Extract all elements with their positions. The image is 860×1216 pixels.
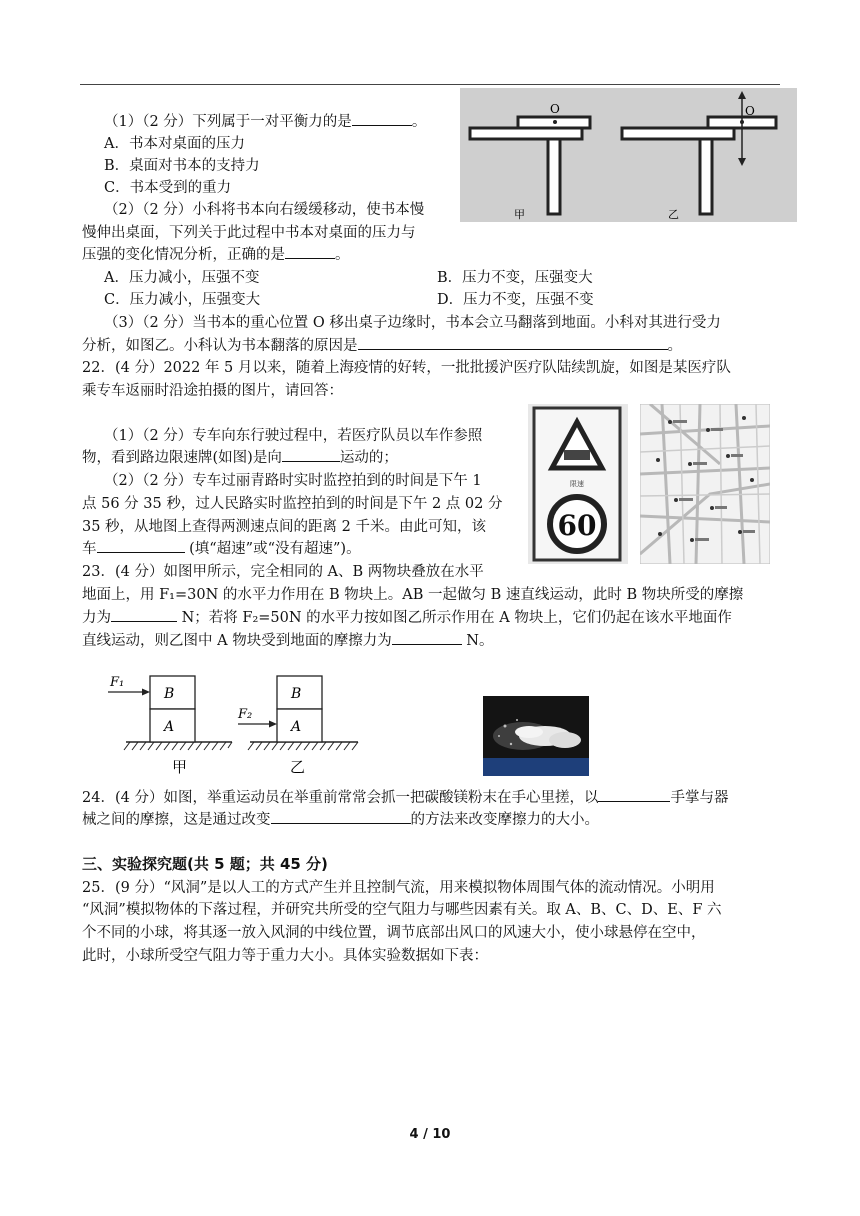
q21-p2-line1: （2）（2 分）小科将书本向右缓缓移动，使书本慢 [104, 202, 425, 218]
page-number: 4 / 10 [409, 1127, 451, 1142]
q22-p2-line4: 车 (填“超速”或“没有超速”)。 [82, 538, 361, 560]
label-f2: F₂ [238, 707, 253, 722]
q25-line1: 25．(9 分）“风洞”是以人工的方式产生并且控制气流，用来模拟物体周围气体的流动情况。小明用 [82, 880, 715, 896]
q23-line3: 力为 N；若将 F₂=50N 的水平力按如图乙所示作用在 A 物块上，它们仍起在该水平地面作 [82, 607, 732, 629]
table-leg-yi [700, 139, 712, 214]
label-o-jia: O [550, 102, 560, 116]
q21-p1-option-a: A．书本对桌面的压力 [104, 136, 245, 152]
label-b-yi: B [291, 686, 302, 702]
q24-line1: 24．(4 分）如图，举重运动员在举重前常常会抓一把碳酸镁粉末在手心里搓，以 手掌与器 [82, 787, 728, 809]
q24-blank-2 [271, 809, 411, 824]
table-leg-jia [548, 139, 560, 214]
section-3-title: 三、实验探究题(共 5 题；共 45 分) [82, 855, 328, 873]
label-f1: F₁ [110, 675, 125, 690]
q23-blank-1 [111, 607, 177, 622]
q22-p2-blank [97, 538, 185, 553]
q21-p3-line1: （3）（2 分）当书本的重心位置 O 移出桌子边缘时，书本会立马翻落到地面。小科对其进行受力 [104, 315, 721, 331]
q22-p1-line1: （1）（2 分）专车向东行驶过程中，若医疗队员以车作参照 [104, 428, 483, 444]
q23-line1: 23．(4 分）如图甲所示，完全相同的 A、B 两物块叠放在水平 [82, 564, 484, 580]
label-yi: 乙 [668, 208, 679, 221]
blocks-figure [100, 668, 370, 780]
label-jia-blocks: 甲 [172, 758, 188, 776]
q22-p2-line1: （2）（2 分）专车过丽青路时实时监控拍到的时间是下午 1 [104, 473, 482, 489]
label-b-jia: B [164, 686, 175, 702]
book-table-figure [460, 88, 797, 222]
label-o-yi: O [745, 104, 755, 118]
q21-p2-blank [285, 244, 335, 259]
q21-p2-option-d: D．压力不变，压强不变 [437, 292, 594, 308]
q21-p3-blank [358, 335, 668, 350]
q21-p1: （1）（2 分）下列属于一对平衡力的是 。 [104, 111, 426, 133]
q22-p1-blank [282, 447, 340, 462]
label-a-yi: A [291, 719, 302, 735]
table-top-jia [470, 128, 582, 139]
q24-line2: 械之间的摩擦，这是通过改变 的方法来改变摩擦力的大小。 [82, 809, 599, 831]
label-a-jia: A [164, 719, 175, 735]
speed-limit-sign-photo [528, 404, 628, 564]
q25-line2: “风洞”模拟物体的下落过程，并研究共所受的空气阻力与哪些因素有关。取 A、B、C、D、E、F 六 [82, 902, 722, 918]
chalk-hands-photo [483, 696, 589, 776]
sign-speed: 60 [557, 509, 597, 542]
q21-p2-option-c: C．压力减小，压强变大 [104, 292, 261, 308]
q21-p2-option-a: A．压力减小，压强不变 [104, 270, 260, 286]
q21-p1-option-b: B．桌面对书本的支持力 [104, 158, 260, 174]
label-jia: 甲 [514, 208, 525, 221]
label-yi-blocks: 乙 [290, 758, 306, 776]
q22-line2: 乘专车返丽时沿途拍摄的图片，请回答： [82, 383, 343, 399]
q22-p2-line2: 点 56 分 35 秒，过人民路实时监控拍到的时间是下午 2 点 02 分 [82, 496, 503, 512]
sign-text: 限速 [570, 480, 584, 488]
q25-line3: 个不同的小球，将其逐一放入风洞的中线位置，调节底部出风口的风速大小，使小球悬停在空中， [82, 925, 706, 941]
q23-blank-2 [392, 630, 462, 645]
q22-p2-line3: 35 秒，从地图上查得两测速点间的距离 2 千米。由此可知，该 [82, 519, 487, 535]
route-map-image [640, 404, 770, 564]
q21-p2-option-b: B．压力不变，压强变大 [437, 270, 593, 286]
q21-p2-line2: 慢伸出桌面，下列关于此过程中书本对桌面的压力与 [82, 225, 416, 241]
q24-blank-1 [598, 787, 670, 802]
q21-p1-blank [352, 111, 412, 126]
q25-line4: 此时，小球所受空气阻力等于重力大小。具体实验数据如下表： [82, 948, 488, 964]
q22-line1: 22．(4 分）2022 年 5 月以来，随着上海疫情的好转，一批批援沪医疗队陆续凯旋，如图是某医疗队 [82, 360, 731, 376]
q21-p2-line3: 压强的变化情况分析，正确的是 。 [82, 244, 350, 266]
q23-line4: 直线运动，则乙图中 A 物块受到地面的摩擦力为 N。 [82, 630, 494, 652]
q21-p1-option-c: C．书本受到的重力 [104, 180, 232, 196]
q22-p1-line2: 物，看到路边限速牌(如图)是向 运动的； [82, 447, 398, 469]
header-rule [80, 84, 780, 85]
q23-line2: 地面上，用 F₁=30N 的水平力作用在 B 物块上。AB 一起做匀 B 速直线运动，此时 B 物块所受的摩擦 [82, 587, 744, 603]
table-top-yi [622, 128, 734, 139]
q21-p3-line2: 分析，如图乙。小科认为书本翻落的原因是 。 [82, 335, 682, 357]
